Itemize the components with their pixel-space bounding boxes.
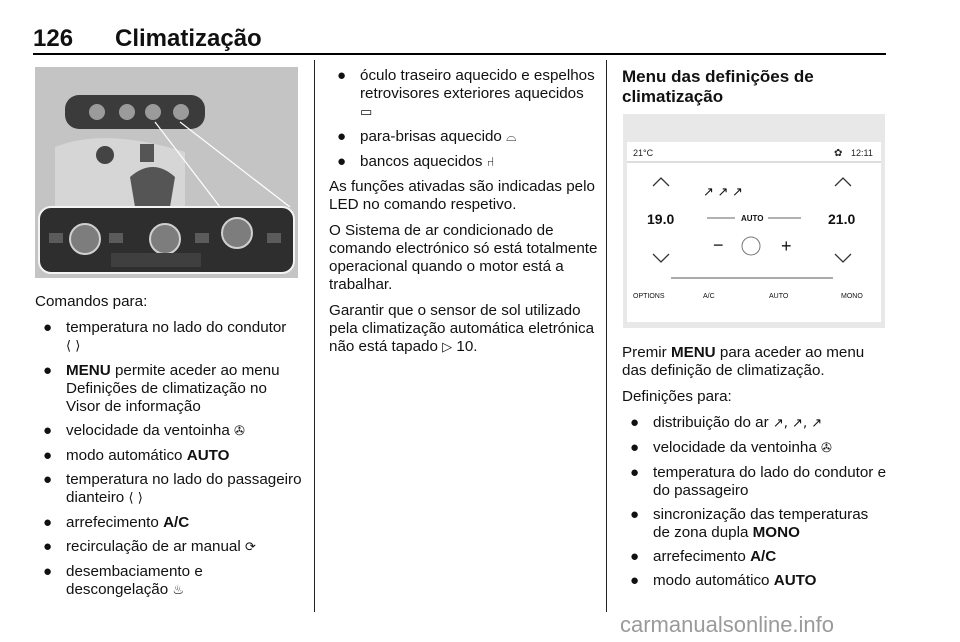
fan-plus: +: [781, 236, 792, 256]
heated-seat-icon: ⑁: [486, 155, 495, 170]
menu-intro: Premir MENU para aceder ao menu das definição de climatização.: [622, 344, 865, 379]
list-item: ● óculo traseiro aquecido e espelhos retrovisores exteriores aquecidos ▭: [337, 67, 595, 120]
paragraph-led: As funções ativadas são indicadas pelo LED no comando respetivo.: [329, 178, 595, 213]
column-3: [622, 67, 888, 115]
section-heading: Menu das definições de climatização: [622, 67, 814, 106]
screen-button-auto: AUTO: [769, 293, 789, 300]
screen-button-options: OPTIONS: [633, 293, 665, 300]
column-divider-2: [606, 60, 607, 612]
right-temperature: 21.0: [828, 211, 856, 227]
list-item: ● velocidade da ventoinha ✇: [43, 422, 245, 439]
column-2: [329, 67, 599, 365]
climate-settings-screen: [623, 114, 885, 328]
control-panel-illustration: [35, 67, 298, 278]
recirculation-icon: ⟳: [244, 540, 256, 555]
page-number: 126: [33, 25, 74, 52]
left-temperature: 19.0: [647, 211, 675, 227]
list-item: ● MENU permite aceder ao menu Definições de climatização no Visor de informação: [43, 362, 280, 415]
list-item: ● arrefecimento A/C: [43, 514, 190, 531]
column-3-body: [622, 344, 888, 596]
list-item: ● velocidade da ventoinha ✇: [630, 439, 832, 456]
temperature-knob-icon: ⟨ ⟩: [128, 491, 143, 506]
page-title: Climatização: [115, 25, 262, 52]
screen-temp-unit: 21°C: [633, 148, 654, 158]
paragraph-ac: O Sistema de ar condicionado de comando electrónico só está totalmente operacional quando o motor está a trabalhar.: [329, 222, 598, 293]
watermark: carmanualsonline.info: [620, 612, 835, 637]
list-item: ● temperatura no lado do passageiro dianteiro ⟨ ⟩: [43, 471, 302, 506]
air-distribution-icons: ↗ ↗ ↗: [703, 184, 743, 199]
list-item: ● desembaciamento e descongelação ♨: [43, 563, 203, 598]
fan-icon: ✇: [821, 441, 832, 456]
mode-label: AUTO: [741, 214, 764, 223]
paragraph-sensor: Garantir que o sensor de sol utilizado pela climatização automática eletrónica não está tapado ▷ 10.: [329, 302, 595, 355]
list-item: ● modo automático AUTO: [630, 572, 817, 589]
max-defrost-icon: ♨: [172, 583, 185, 598]
list-item: ● bancos aquecidos ⑁: [337, 153, 495, 170]
fan-minus: −: [713, 235, 724, 255]
fan-icon: ✇: [234, 424, 245, 439]
page-reference-icon: ▷: [442, 340, 453, 355]
column-divider-1: [314, 60, 315, 612]
list-item: ● sincronização das temperaturas de zona dupla MONO: [630, 506, 869, 541]
column-1: [35, 293, 305, 606]
list-item: ● temperatura no lado do condutor ⟨ ⟩: [43, 319, 287, 354]
definitions-label: Definições para:: [622, 388, 732, 405]
controls-list-continued: [329, 67, 599, 172]
list-item: ● temperatura do lado do condutor e do passageiro: [630, 464, 887, 499]
page-header: [33, 25, 886, 55]
heated-windscreen-icon: ⌓: [506, 130, 517, 145]
list-item: ● distribuição do ar ↗, ↗, ↗: [630, 414, 823, 431]
screen-button-ac: A/C: [703, 293, 715, 300]
list-item: ● para-brisas aquecido ⌓: [337, 128, 517, 145]
list-item: ● arrefecimento A/C: [630, 548, 777, 565]
rear-defrost-icon: ▭: [360, 105, 373, 120]
temperature-knob-icon: ⟨ ⟩: [66, 339, 81, 354]
definitions-list: [622, 414, 888, 590]
screen-illustration: [623, 114, 885, 328]
controls-list: [35, 319, 305, 600]
list-item: ● modo automático AUTO: [43, 447, 230, 464]
list-item: ● recirculação de ar manual ⟳: [43, 538, 256, 555]
controls-intro: Comandos para:: [35, 293, 148, 310]
screen-time: 12:11: [851, 148, 873, 158]
climate-control-panel-photo: [35, 67, 298, 278]
screen-gear-icon: ✿: [834, 148, 843, 159]
air-distribution-icons: ↗, ↗, ↗: [772, 416, 823, 431]
screen-button-mono: MONO: [841, 293, 863, 300]
